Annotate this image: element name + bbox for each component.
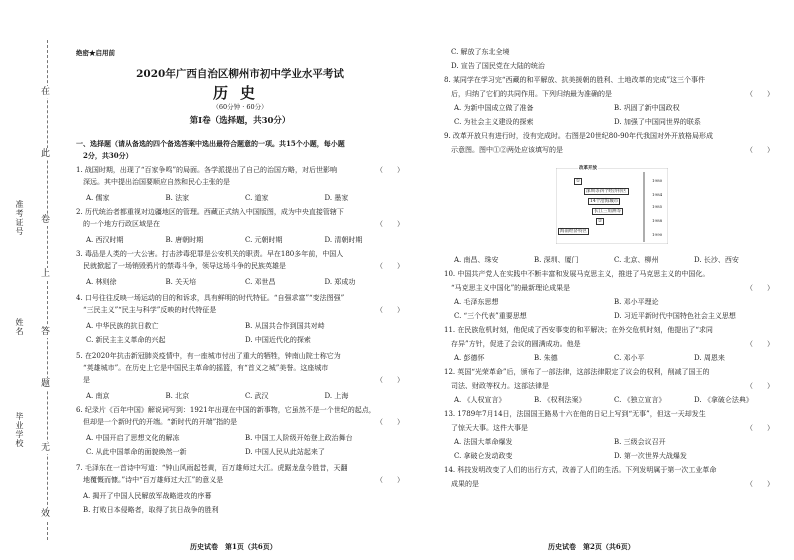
answer-option: D. 第一次世界大战爆发 — [614, 452, 687, 460]
question-line — [76, 350, 404, 362]
question-text: C. 解放了东北全境 — [444, 48, 510, 56]
answer-option: C. 北京、柳州 — [614, 256, 659, 264]
diagram-year: 1984 — [652, 192, 663, 197]
question-text: 13. 1789年7月14日，法国国王路易十六在他的日记上写到“无事”，但这一天却发生 — [444, 410, 706, 418]
question-line — [444, 74, 774, 86]
answer-option: A. 西汉时期 — [86, 236, 124, 244]
option-row — [444, 310, 774, 322]
answer-option: A. 《人权宣言》 — [454, 396, 506, 404]
answer-option: A. 儒家 — [86, 194, 110, 202]
question-line — [444, 88, 774, 100]
answer-option: C. 道家 — [245, 194, 269, 202]
question-line — [76, 292, 404, 304]
option-row — [76, 234, 404, 246]
question-line — [76, 234, 404, 246]
question-line — [76, 320, 404, 332]
option-row — [444, 436, 774, 448]
option-row — [76, 390, 404, 402]
part-title: 第Ⅰ卷（选择题，共30分） — [189, 116, 291, 126]
question-text: 成果的是 — [444, 480, 479, 488]
answer-bracket: （ ） — [376, 220, 404, 228]
question-line — [76, 276, 404, 288]
answer-bracket: （ ） — [376, 376, 404, 384]
answer-option: B. 中国工人阶级开始登上政治舞台 — [245, 434, 353, 442]
page-footer-left: 历史试卷 第1页（共6页） — [190, 542, 277, 551]
answer-bracket: （ ） — [746, 382, 774, 390]
question-text: 但却是一个新时代的开端。“新时代的开端”指的是 — [76, 418, 238, 426]
seal-char: 题 — [41, 379, 51, 389]
question-line — [76, 138, 404, 150]
question-line — [76, 248, 404, 260]
question-line — [444, 296, 774, 308]
question-text: 后，归纳了它们的共同作用。下列归纳最为准确的是 — [444, 90, 612, 98]
answer-option: A. 南昌、珠安 — [454, 256, 499, 264]
question-text: “三民主义”“民主与科学”反映的时代特征是 — [76, 306, 217, 314]
answer-option: D. 中国近代化的探索 — [245, 336, 311, 344]
question-text: 10. 中国共产党人在实践中不断丰富和发展马克思主义，推进了马克思主义的中国化。 — [444, 270, 710, 278]
option-row — [444, 102, 774, 114]
option-row — [444, 254, 774, 266]
question-line — [76, 490, 404, 502]
answer-bracket: （ ） — [376, 166, 404, 174]
question-text: 3. 毒品是人类的一大公害。打击涉毒犯罪是公安机关的职责。早在180多年前，中国人 — [76, 250, 344, 258]
answer-option: B. 《权利法案》 — [534, 396, 586, 404]
option-row — [76, 276, 404, 288]
question-text: 存异”方针，促进了会议的圆满成功。他是 — [444, 340, 581, 348]
answer-option: B. 深圳、厦门 — [534, 256, 579, 264]
question-line — [444, 282, 774, 294]
question-line — [76, 446, 404, 458]
question-text: D. 宣告了国民党在大陆的统治 — [444, 62, 545, 70]
answer-option: C. “三个代表”重要思想 — [454, 312, 527, 320]
question-line — [76, 176, 404, 188]
exam-title: 2020年广西自治区柳州市初中学业水平考试 — [136, 68, 344, 80]
option-row — [444, 450, 774, 462]
binding-margin — [0, 0, 66, 560]
seal-char: 在 — [41, 87, 51, 97]
option-row — [444, 296, 774, 308]
question-line — [444, 352, 774, 364]
question-line — [76, 474, 404, 486]
question-text: 深远。其中提出治国要顺应自然和民心主张的是 — [76, 178, 230, 186]
diagram-box-6: 海南经济特区 — [560, 229, 587, 234]
question-line — [76, 416, 404, 428]
answer-option: C. 邓世昌 — [245, 278, 276, 286]
answer-option: B. 法家 — [165, 194, 190, 202]
question-line — [76, 362, 404, 374]
question-line — [76, 404, 404, 416]
question-line — [444, 116, 774, 128]
answer-bracket: （ ） — [376, 476, 404, 484]
answer-bracket: （ ） — [746, 480, 774, 488]
question-line — [76, 206, 404, 218]
question-line — [444, 478, 774, 490]
answer-option: D. 加强了中国同世界的联系 — [614, 118, 701, 126]
question-line — [444, 408, 774, 420]
answer-option: D. 郑成功 — [324, 278, 356, 286]
question-text: 民就掀起了一场销毁鸦片的禁毒斗争，领导这场斗争的民族英雄是 — [76, 262, 286, 270]
question-line — [76, 432, 404, 444]
question-line — [444, 394, 774, 406]
question-line — [76, 304, 404, 316]
question-text: 司法、财政等权力。这部法律是 — [444, 382, 549, 390]
question-line — [444, 130, 774, 142]
answer-bracket: （ ） — [746, 340, 774, 348]
option-row — [444, 116, 774, 128]
answer-option: A. 中国开启了思想文化的解冻 — [86, 434, 180, 442]
question-text: 1. 战国时期，出现了“百家争鸣”的局面。各学派提出了自己的治国方略，对后世影响 — [76, 166, 338, 174]
answer-option: D. 长沙、西安 — [694, 256, 739, 264]
question-text: 2. 历代统治者都重视对边疆地区的管理。西藏正式纳入中国版图，成为中央直接管辖下 — [76, 208, 344, 216]
name-field: 姓名 — [15, 318, 24, 336]
answer-bracket: （ ） — [746, 90, 774, 98]
question-line — [444, 366, 774, 378]
question-text: 了惊天大事。这件大事是 — [444, 424, 528, 432]
subject-title: 历史 — [212, 84, 267, 102]
diagram-box-4: 长江三角洲等 — [594, 209, 621, 214]
answer-option: B. 邓小平理论 — [614, 298, 659, 306]
diagram-year: 1980 — [652, 178, 663, 183]
option-row — [76, 320, 404, 332]
diagram-year: 1990 — [652, 232, 663, 237]
question-line — [444, 268, 774, 280]
answer-bracket: （ ） — [376, 418, 404, 426]
question-line — [444, 450, 774, 462]
answer-option: A. 毛泽东思想 — [454, 298, 499, 306]
question-text: 12. 英国“光荣革命”后，颁布了一部法律，这部法律限定了议会的权利，削减了国王的 — [444, 368, 710, 376]
question-line — [76, 164, 404, 176]
question-line — [444, 380, 774, 392]
answer-option: D. 中国人民从此站起来了 — [245, 448, 325, 456]
question-line — [444, 46, 774, 58]
question-line — [444, 254, 774, 266]
question-line — [76, 374, 404, 386]
question-line — [76, 504, 404, 516]
answer-option: C. 武汉 — [245, 392, 269, 400]
exam-number-field: 准考证号 — [15, 200, 24, 236]
answer-option: A. 法国大革命爆发 — [454, 438, 513, 446]
question-text: 地覆慨而慷。”诗中“百万雄师过大江”的意义是 — [76, 476, 224, 484]
answer-bracket: （ ） — [746, 424, 774, 432]
question-text: “英雄城市”。在历史上它是中国民主革命的摇篮，有“首义之城”美誉。这座城市 — [76, 364, 329, 372]
answer-option: B. 北京 — [165, 392, 190, 400]
answer-option: A. 林则徐 — [86, 278, 117, 286]
option-row — [76, 446, 404, 458]
question-line — [444, 144, 774, 156]
seal-char: 无 — [41, 443, 51, 453]
answer-option: B. 巩固了新中国政权 — [614, 104, 680, 112]
question-text: A. 揭开了中国人民解放军战略进攻的序幕 — [76, 492, 212, 500]
question-line — [444, 102, 774, 114]
diagram-box-1: ① — [576, 179, 581, 184]
diagram-heading: 改革开放 — [579, 166, 597, 171]
answer-bracket: （ ） — [376, 306, 404, 314]
answer-option: C. 从此中国革命的面貌焕然一新 — [86, 448, 187, 456]
answer-option: B. 唐朝时期 — [165, 236, 204, 244]
question-text: 的一个地方行政区域是在 — [76, 220, 160, 228]
question-text: B. 打败日本侵略者，取得了抗日战争的胜利 — [76, 506, 219, 514]
seal-char: 卷 — [41, 215, 51, 225]
question-text: “马克思主义中国化”的最新理论成果是 — [444, 284, 571, 292]
question-line — [444, 310, 774, 322]
question-text: 14. 科技发明改变了人们的出行方式，改善了人们的生活。下列发明属于第一次工业革命 — [444, 466, 717, 474]
option-row — [444, 394, 774, 406]
seal-char: 上 — [41, 269, 51, 279]
option-row — [444, 352, 774, 364]
answer-option: B. 三级会议召开 — [614, 438, 666, 446]
question-line — [444, 338, 774, 350]
question-text: 2分，共30分） — [76, 151, 133, 160]
diagram-year: 1988 — [652, 218, 663, 223]
seal-char: 此 — [41, 149, 51, 159]
question-text: 是 — [76, 376, 90, 384]
seal-char: 效 — [41, 509, 51, 519]
school-field: 毕业学校 — [15, 412, 24, 448]
question-line — [444, 436, 774, 448]
diagram-box-2: 深圳等四个经济特区 — [586, 189, 627, 194]
question-text: 7. 毛泽东在一首诗中写道：“钟山风雨起苍黄，百万雄师过大江。虎踞龙盘今胜昔，天翻 — [76, 464, 348, 472]
answer-option: C. 邓小平 — [614, 354, 645, 362]
score-info: （60分钟 · 60分） — [212, 103, 268, 111]
answer-option: C. 元朝时期 — [245, 236, 283, 244]
question-text: 9. 改革开放只有进行时，没有完成时。右图是20世纪80-90年代我国对外开放格局形成 — [444, 132, 713, 140]
question-text: 6. 纪录片《百年中国》解说词写到：1921年出现在中国的新事物，它虽然不是一个世纪的起点， — [76, 406, 376, 414]
answer-bracket: （ ） — [746, 284, 774, 292]
answer-option: A. 彭德怀 — [454, 354, 485, 362]
question-line — [76, 390, 404, 402]
question-text: 示意图。图中①②两处应该填写的是 — [444, 146, 563, 154]
question-line — [76, 260, 404, 272]
question-line — [76, 150, 404, 162]
option-row — [76, 334, 404, 346]
question-line — [444, 464, 774, 476]
answer-option: B. 朱德 — [534, 354, 558, 362]
answer-bracket: （ ） — [746, 146, 774, 154]
question-line — [444, 324, 774, 336]
answer-option: B. 从国共合作到国共对峙 — [245, 322, 325, 330]
question-text: 11. 在民族危机时刻，他促成了西安事变的和平解决；在外交危机时刻，他提出了“求同 — [444, 326, 713, 334]
answer-option: A. 南京 — [86, 392, 110, 400]
seal-char: 答 — [41, 327, 51, 337]
answer-option: A. 为新中国成立做了准备 — [454, 104, 534, 112]
answer-option: D. 《拿破仑法典》 — [694, 396, 753, 404]
option-row — [76, 432, 404, 444]
option-row — [76, 192, 404, 204]
answer-option: C. 拿破仑发动政变 — [454, 452, 513, 460]
question-text: 5. 在2020年抗击新冠肺炎疫情中，有一座城市付出了重大的牺牲，钟南山院士称它为 — [76, 352, 341, 360]
question-text: 一、选择题（请从备选的四个备选答案中选出最符合题意的一项。共15个小题，每小题 — [76, 139, 345, 148]
question-line — [76, 192, 404, 204]
answer-option: D. 习近平新时代中国特色社会主义思想 — [614, 312, 736, 320]
opening-up-diagram — [556, 168, 668, 244]
answer-option: A. 中华民族的抗日救亡 — [86, 322, 159, 330]
answer-option: D. 上海 — [324, 392, 349, 400]
secret-label: 绝密★启用前 — [76, 49, 115, 57]
answer-option: D. 周恩来 — [694, 354, 725, 362]
answer-option: C. 《独立宣言》 — [614, 396, 666, 404]
answer-option: C. 新民主主义革命的兴起 — [86, 336, 166, 344]
diagram-year: 1985 — [652, 204, 663, 209]
answer-bracket: （ ） — [376, 262, 404, 270]
diagram-box-3: 14个沿海城市 — [590, 199, 619, 204]
diagram-box-5: ② — [598, 219, 603, 224]
answer-option: D. 清朝时期 — [324, 236, 363, 244]
question-line — [76, 462, 404, 474]
question-line — [444, 422, 774, 434]
page-footer-right: 历史试卷 第2页（共6页） — [548, 542, 635, 551]
question-line — [76, 334, 404, 346]
question-line — [76, 218, 404, 230]
question-text: 4. 口号往往反映一场运动的目的和诉求，具有鲜明的时代特征。“自强求富”“变法图强” — [76, 294, 345, 302]
answer-option: D. 墨家 — [324, 194, 349, 202]
question-line — [444, 60, 774, 72]
question-text: 8. 某同学在学习完“西藏的和平解放、抗美援朝的胜利、土地改革的完成”这三个事件 — [444, 76, 706, 84]
answer-option: C. 为社会主义建设的探索 — [454, 118, 534, 126]
answer-option: B. 关天培 — [165, 278, 197, 286]
binding-dashed-line — [47, 40, 48, 540]
